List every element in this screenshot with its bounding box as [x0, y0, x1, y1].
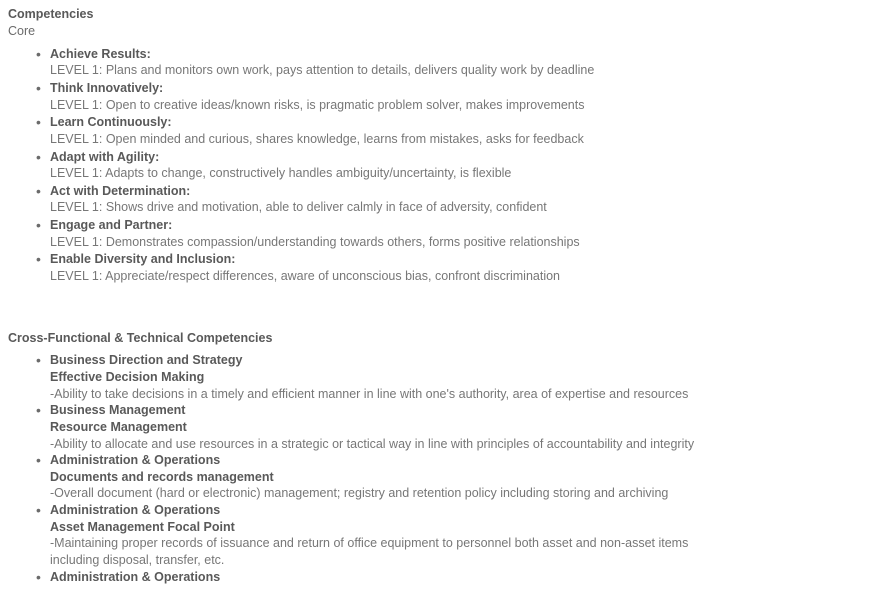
competency-description: LEVEL 1: Open to creative ideas/known risks, is pragmatic problem solver, makes improvements	[50, 97, 585, 112]
list-item	[0, 46, 893, 79]
list-item	[0, 149, 893, 182]
competencies-section	[0, 6, 893, 285]
competency-description: -Ability to allocate and use resources in a strategic or tactical way in line with principles of accountability and integrity	[50, 436, 695, 451]
cross-functional-section	[0, 330, 893, 586]
competency-area: • Business Direction and Strategy	[50, 353, 243, 368]
competency-title: • Act with Determination:	[50, 183, 191, 198]
list-item	[0, 251, 893, 284]
list-item	[0, 502, 893, 569]
competency-title: • Adapt with Agility:	[50, 149, 160, 164]
competency-area: • Administration & Operations	[50, 503, 221, 517]
competency-title: Resource Management	[50, 419, 187, 434]
core-competency-list	[0, 46, 893, 285]
competency-title: • Think Innovatively:	[50, 81, 164, 95]
competency-description: LEVEL 1: Shows drive and motivation, able to deliver calmly in face of adversity, confident	[50, 200, 547, 215]
competency-description: LEVEL 1: Appreciate/respect differences, aware of unconscious bias, confront discrimination	[50, 268, 561, 283]
competency-area: • Administration & Operations	[50, 569, 221, 584]
competency-description: -Maintaining proper records of issuance and return of office equipment to personnel both asset and non-asset items including disposal, transfer, etc.	[50, 536, 689, 567]
list-item	[0, 452, 893, 502]
competency-title: • Achieve Results:	[50, 46, 151, 61]
competency-title: • Learn Continuously:	[50, 115, 172, 130]
list-item	[0, 114, 893, 147]
list-item	[0, 217, 893, 250]
list-item	[0, 80, 893, 113]
competency-description: LEVEL 1: Demonstrates compassion/understanding towards others, forms positive relationships	[50, 234, 580, 249]
page-title: Competencies	[8, 7, 94, 21]
competency-description: -Ability to take decisions in a timely and efficient manner in line with one's authority, area of expertise and resources	[50, 386, 689, 401]
competency-description: -Overall document (hard or electronic) management; registry and retention policy including storing and archiving	[50, 486, 669, 501]
core-subheading: Core	[8, 23, 36, 38]
competency-title: • Enable Diversity and Inclusion:	[50, 252, 236, 267]
competency-title: Documents and records management	[50, 469, 274, 484]
list-item	[0, 183, 893, 216]
technical-competency-list	[0, 352, 893, 585]
list-item	[0, 402, 893, 452]
list-item	[0, 569, 893, 586]
competency-title: • Engage and Partner:	[50, 218, 173, 232]
competency-title: Asset Management Focal Point	[50, 519, 235, 534]
list-item	[0, 352, 893, 402]
section-spacer	[0, 286, 893, 330]
cross-functional-heading: Cross-Functional & Technical Competencies	[8, 330, 273, 345]
competency-description: LEVEL 1: Plans and monitors own work, pays attention to details, delivers quality work by deadline	[50, 63, 595, 78]
competency-area: • Business Management	[50, 403, 186, 418]
competency-description: LEVEL 1: Adapts to change, constructively handles ambiguity/uncertainty, is flexible	[50, 166, 512, 181]
competency-description: LEVEL 1: Open minded and curious, shares knowledge, learns from mistakes, asks for feedback	[50, 131, 584, 146]
competency-area: • Administration & Operations	[50, 453, 221, 468]
competency-title: Effective Decision Making	[50, 370, 205, 384]
